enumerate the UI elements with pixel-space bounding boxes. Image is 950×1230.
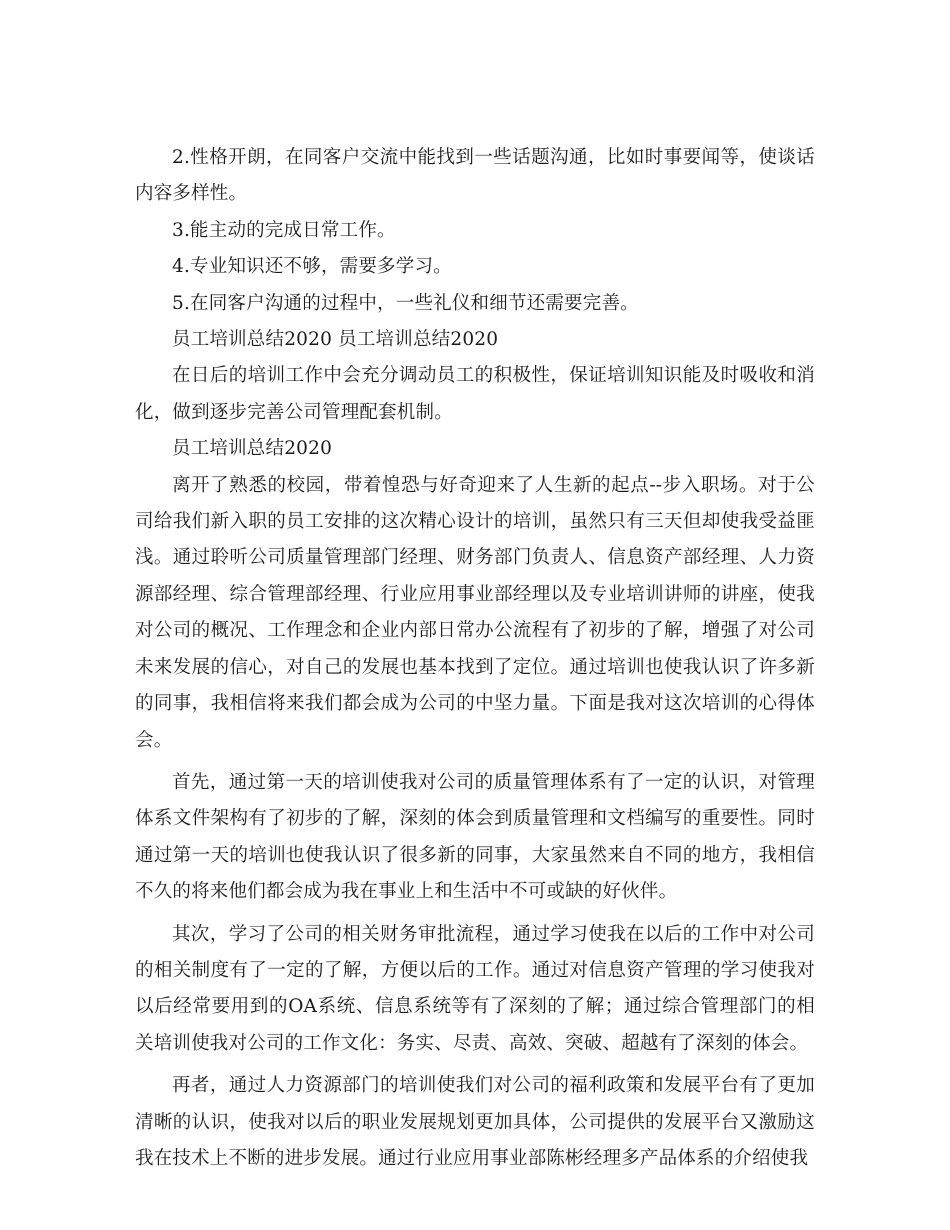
list-item-2: 2.性格开朗，在同客户交流中能找到一些话题沟通，比如时事要闻等，使谈话内容多样性。 <box>135 147 815 205</box>
list-item-4: 4.专业知识还不够，需要多学习。 <box>172 256 452 278</box>
intro-paragraph: 离开了熟悉的校园，带着惶恐与好奇迎来了人生新的起点--步入职场。对于公司给我们新入职的员工安排的这次精心设计的培训，虽然只有三天但却使我受益匪浅。通过聆听公司质量管理部门经理、财务部门负责人、信息资产部经理、人力资源部经理、综合管理部经理、行业应用事业部经理以及专业培训讲师的讲座，使我对公司的概况、工作理念和企业内部日常办公流程有了初步的了解，增强了对公司未来发展的信心，对自己的发展也基本找到了定位。通过培训也使我认识了许多新的同事，我相信将来我们都会成为公司的中坚力量。下面是我对这次培训的心得体会。 <box>135 474 815 751</box>
section-heading: 员工培训总结2020 <box>172 438 333 460</box>
section-heading-double: 员工培训总结2020 员工培训总结2020 <box>172 329 499 351</box>
document-body <box>135 140 815 1177</box>
first-paragraph: 首先，通过第一天的培训使我对公司的质量管理体系有了一定的认识，对管理体系文件架构有了初步的了解，深刻的体会到质量管理和文档编写的重要性。同时通过第一天的培训也使我认识了很多新的同事，大家虽然来自不同的地方，我相信不久的将来他们都会成为我在事业上和生活中不可或缺的好伙伴。 <box>135 771 815 903</box>
third-paragraph: 再者，通过人力资源部门的培训使我们对公司的福利政策和发展平台有了更加清晰的认识，使我对以后的职业发展规划更加具体，公司提供的发展平台又激励这我在技术上不断的进步发展。通过行业应用事业部陈彬经理多产品体系的介绍使我 <box>135 1075 815 1169</box>
list-item-3: 3.能主动的完成日常工作。 <box>172 219 396 241</box>
second-paragraph: 其次，学习了公司的相关财务审批流程，通过学习使我在以后的工作中对公司的相关制度有了一定的了解，方便以后的工作。通过对信息资产管理的学习使我对以后经常要用到的OA系统、信息系统等有了深刻的了解；通过综合管理部门的相关培训使我对公司的工作文化：务实、尽责、高效、突破、超越有了深刻的体会。 <box>135 923 815 1054</box>
closing-paragraph: 在日后的培训工作中会充分调动员工的积极性，保证培训知识能及时吸收和消化，做到逐步完善公司管理配套机制。 <box>135 365 815 423</box>
list-item-5: 5.在同客户沟通的过程中，一些礼仪和细节还需要完善。 <box>172 292 639 314</box>
